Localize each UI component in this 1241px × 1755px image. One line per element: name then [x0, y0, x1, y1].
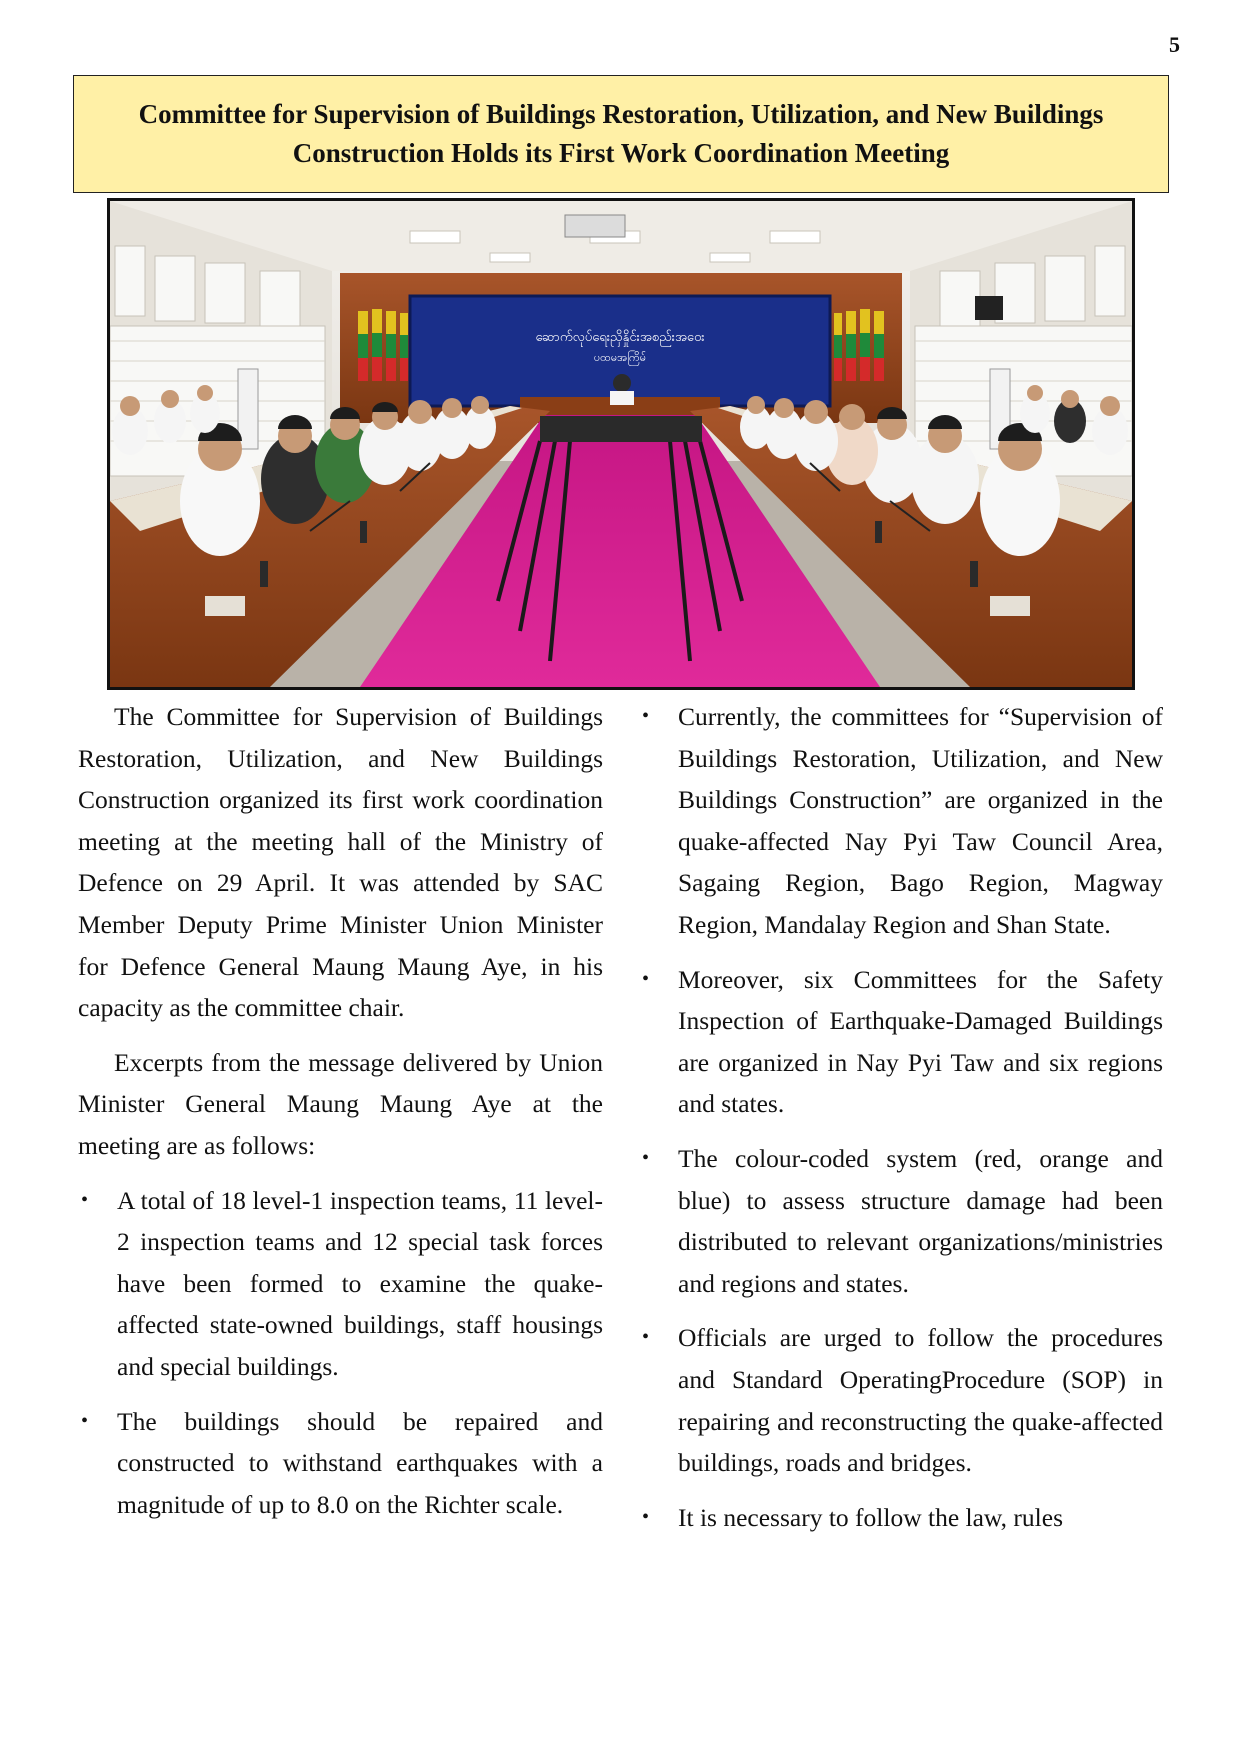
- page-number: 5: [1169, 32, 1180, 57]
- bullet-icon: •: [642, 1505, 650, 1528]
- left-bullet-list: [78, 1180, 603, 1526]
- bullet-icon: •: [642, 1146, 650, 1169]
- right-column: [639, 696, 1163, 1551]
- list-item: [639, 959, 1163, 1125]
- bullet-icon: •: [81, 1409, 89, 1432]
- left-column: [78, 696, 603, 1538]
- list-item: [639, 1497, 1163, 1539]
- bullet-icon: •: [81, 1188, 89, 1211]
- list-item: [639, 696, 1163, 946]
- intro-paragraph: The Committee for Supervision of Buildings Restoration, Utilization, and New Buildings Construction organized its first work coordination meeting at the meeting hall of the Ministry of Defence on 29 April. It was attended by SAC Member Deputy Prime Minister Union Minister for Defence General Maung Maung Aye, in his capacity as the committee chair.: [78, 702, 603, 1023]
- list-item-text: Currently, the committees for “Supervision of Buildings Restoration, Utilization, and New Buildings Construction” are organized in the quake-affected Nay Pyi Taw Council Area, Sagaing Region, Bago Region, Magway Region, Mandalay Region and Shan State.: [678, 702, 1163, 939]
- list-item: [78, 1180, 603, 1388]
- banner-text-line1: ဆောက်လုပ်ရေးညှိနှိုင်းအစည်းအဝေး: [535, 330, 705, 345]
- bullet-icon: •: [642, 705, 650, 727]
- bullet-icon: •: [642, 967, 650, 990]
- bullet-icon: •: [642, 1326, 650, 1349]
- meeting-hall-photo: [107, 198, 1135, 690]
- list-item-text: The buildings should be repaired and constructed to withstand earthquakes with a magnitude of up to 8.0 on the Richter scale.: [117, 1406, 603, 1519]
- list-item-text: A total of 18 level-1 inspection teams, 11 level-2 inspection teams and 12 special task forces have been formed to examine the quake-affected state-owned buildings, staff housings and special buildings.: [117, 1185, 603, 1381]
- list-item-text: It is necessary to follow the law, rules: [678, 1502, 1063, 1532]
- list-item-text: Moreover, six Committees for the Safety Inspection of Earthquake-Damaged Buildings are organized in Nay Pyi Taw and six regions and states.: [678, 964, 1163, 1119]
- banner-text-line2: ပထမအကြိမ်: [593, 351, 647, 364]
- list-item: [639, 1138, 1163, 1304]
- list-item: [639, 1317, 1163, 1483]
- right-bullet-list: [639, 696, 1163, 1538]
- article-title: Committee for Supervision of Buildings Restoration, Utilization, and New Buildings Construction Holds its First Work Coordination Meeting: [138, 99, 1104, 168]
- list-item-text: Officials are urged to follow the procedures and Standard OperatingProcedure (SOP) in repairing and reconstructing the quake-affected buildings, roads and bridges.: [678, 1323, 1163, 1478]
- article-title-box: [73, 75, 1169, 193]
- excerpts-paragraph: Excerpts from the message delivered by Union Minister General Maung Maung Aye at the meeting are as follows:: [78, 1047, 603, 1160]
- list-item-text: The colour-coded system (red, orange and blue) to assess structure damage had been distributed to relevant organizations/ministries and regions and states.: [678, 1143, 1163, 1298]
- list-item: [78, 1401, 603, 1526]
